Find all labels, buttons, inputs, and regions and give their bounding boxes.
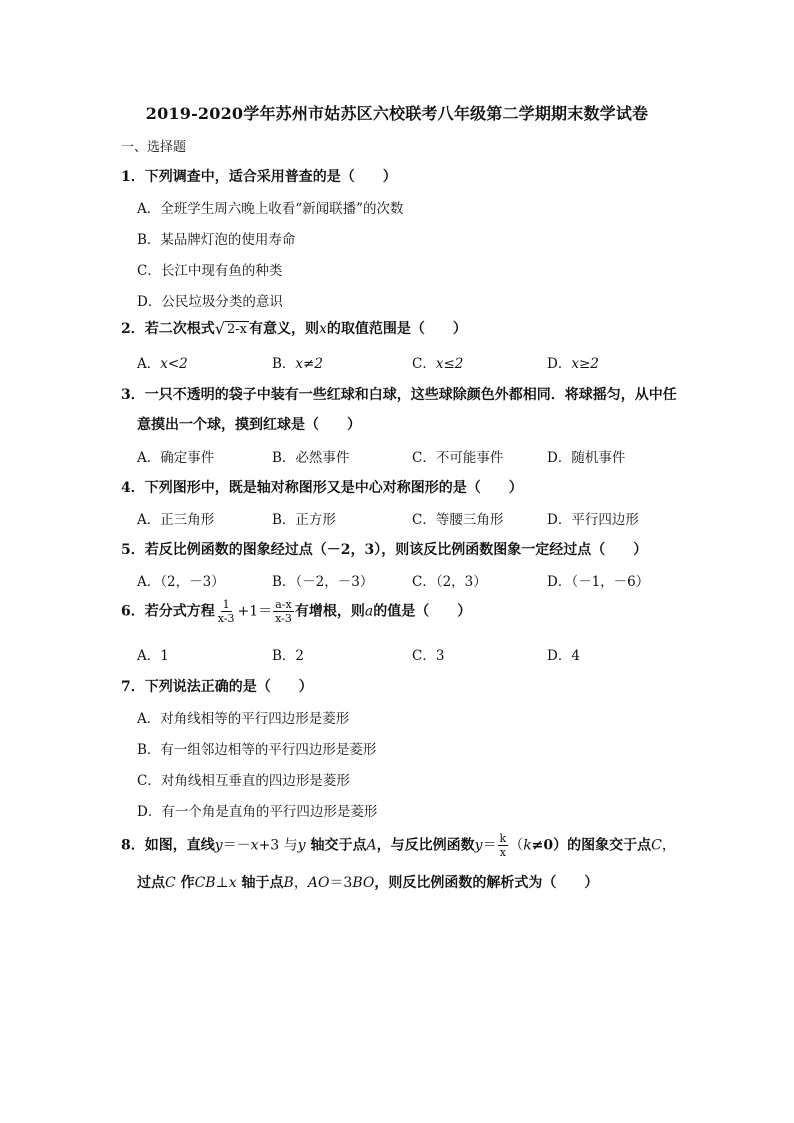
q5-option-d: D．（－1，－6） (547, 574, 650, 590)
question-number: 1． (121, 169, 145, 185)
question-7 (121, 676, 313, 696)
q6-option-b: B．2 (272, 648, 305, 664)
q1-option-c: C．长江中现有鱼的种类 (137, 263, 283, 279)
question-number: 7． (121, 679, 145, 695)
variable: a (364, 603, 374, 620)
q2-option-b: B．x≠2 (272, 356, 323, 372)
question-text: 一只不透明的袋子中装有一些红球和白球，这些球除颜色外都相同．将球摇匀，从中任 (144, 387, 677, 403)
question-text: 下列调查中，适合采用普查的是（ ） (144, 169, 397, 185)
question-number: 5． (121, 542, 145, 558)
question-number: 4． (121, 480, 145, 496)
q4-option-b: B．正方形 (272, 512, 336, 528)
question-text-mid: 有意义，则 (248, 321, 319, 337)
q7-option-a: A．对角线相等的平行四边形是菱形 (137, 711, 350, 727)
question-text: 若反比例函数的图象经过点（－2，3），则该反比例函数图象一定经过点（ ） (144, 542, 648, 558)
section-heading: 一、选择题 (121, 140, 187, 155)
question-text-pre: 若二次根式 (144, 321, 215, 337)
q7-option-d: D．有一个角是直角的平行四边形是菱形 (137, 804, 378, 820)
question-5 (121, 539, 647, 559)
fraction-1: $\frac{1}{x-3}$ (217, 598, 235, 625)
question-3-line-2 (137, 414, 361, 434)
q6-option-a: A．1 (137, 648, 169, 664)
q3-option-d: D．随机事件 (547, 450, 626, 466)
q6-option-c: C．3 (412, 648, 445, 664)
q5-option-b: B．（－2，－3） (272, 574, 374, 590)
q7-option-b: B．有一组邻边相等的平行四边形是菱形 (137, 742, 377, 758)
q4-option-c: C．等腰三角形 (412, 512, 504, 528)
question-text: 下列图形中，既是轴对称图形又是中心对称图形的是（ ） (144, 480, 523, 496)
q5-option-c: C．（2，3） (412, 574, 487, 590)
question-text-mid: 有增根，则 (294, 603, 365, 620)
question-text-post: 的取值范围是（ ） (326, 321, 467, 337)
question-text: 意摸出一个球，摸到红球是（ ） (137, 417, 361, 433)
q2-option-d: D．x≥2 (547, 356, 599, 372)
question-8: 8．如图，直线y＝－x+3 与y 轴交于点A，与反比例函数y＝ $\frac{k}{x}$ （k≠0）的图象交于点C， (121, 832, 676, 859)
equation-mid: +1＝ (237, 603, 273, 620)
q2-option-c: C．x≤2 (412, 356, 464, 372)
question-4 (121, 477, 523, 497)
variable: x (318, 321, 327, 337)
exam-title: 2019-2020学年苏州市姑苏区六校联考八年级第二学期期末数学试卷 (145, 104, 649, 123)
q1-option-d: D．公民垃圾分类的意识 (137, 294, 283, 310)
q1-option-b: B．某品牌灯泡的使用寿命 (137, 232, 296, 248)
question-text-pre: 若分式方程 (144, 603, 215, 620)
question-text: 下列说法正确的是（ ） (144, 679, 313, 695)
question-number: 6． (121, 603, 145, 620)
question-number: 8． (121, 837, 145, 854)
question-6 (121, 598, 471, 625)
q3-option-b: B．必然事件 (272, 450, 350, 466)
radical-expression (215, 321, 249, 337)
sqrt-sign: √ (214, 319, 225, 338)
question-number: 2． (121, 321, 145, 337)
radicand: 2-x (226, 322, 247, 337)
question-number: 3． (121, 387, 145, 403)
q3-option-c: C．不可能事件 (412, 450, 504, 466)
q6-option-d: D．4 (547, 648, 580, 664)
q5-option-a: A．（2，－3） (137, 574, 225, 590)
q3-option-a: A．确定事件 (137, 450, 215, 466)
question-8-line-2: 过点C 作CB⊥x 轴于点B，AO＝3BO，则反比例函数的解析式为（ ） (137, 875, 599, 891)
q4-option-d: D．平行四边形 (547, 512, 639, 528)
question-text-post: 的值是（ ） (373, 603, 472, 620)
question-3 (121, 384, 677, 404)
question-1 (121, 166, 397, 186)
q7-option-c: C．对角线相互垂直的四边形是菱形 (137, 773, 350, 789)
q2-option-a: A．x<2 (137, 356, 188, 372)
fraction-k-over-x: $\frac{k}{x}$ (499, 832, 507, 859)
fraction-2: $\frac{a-x}{x-3}$ (275, 598, 292, 625)
q4-option-a: A．正三角形 (137, 512, 215, 528)
question-2 (121, 318, 467, 338)
q1-option-a: A．全班学生周六晚上收看“新闻联播”的次数 (137, 201, 404, 217)
